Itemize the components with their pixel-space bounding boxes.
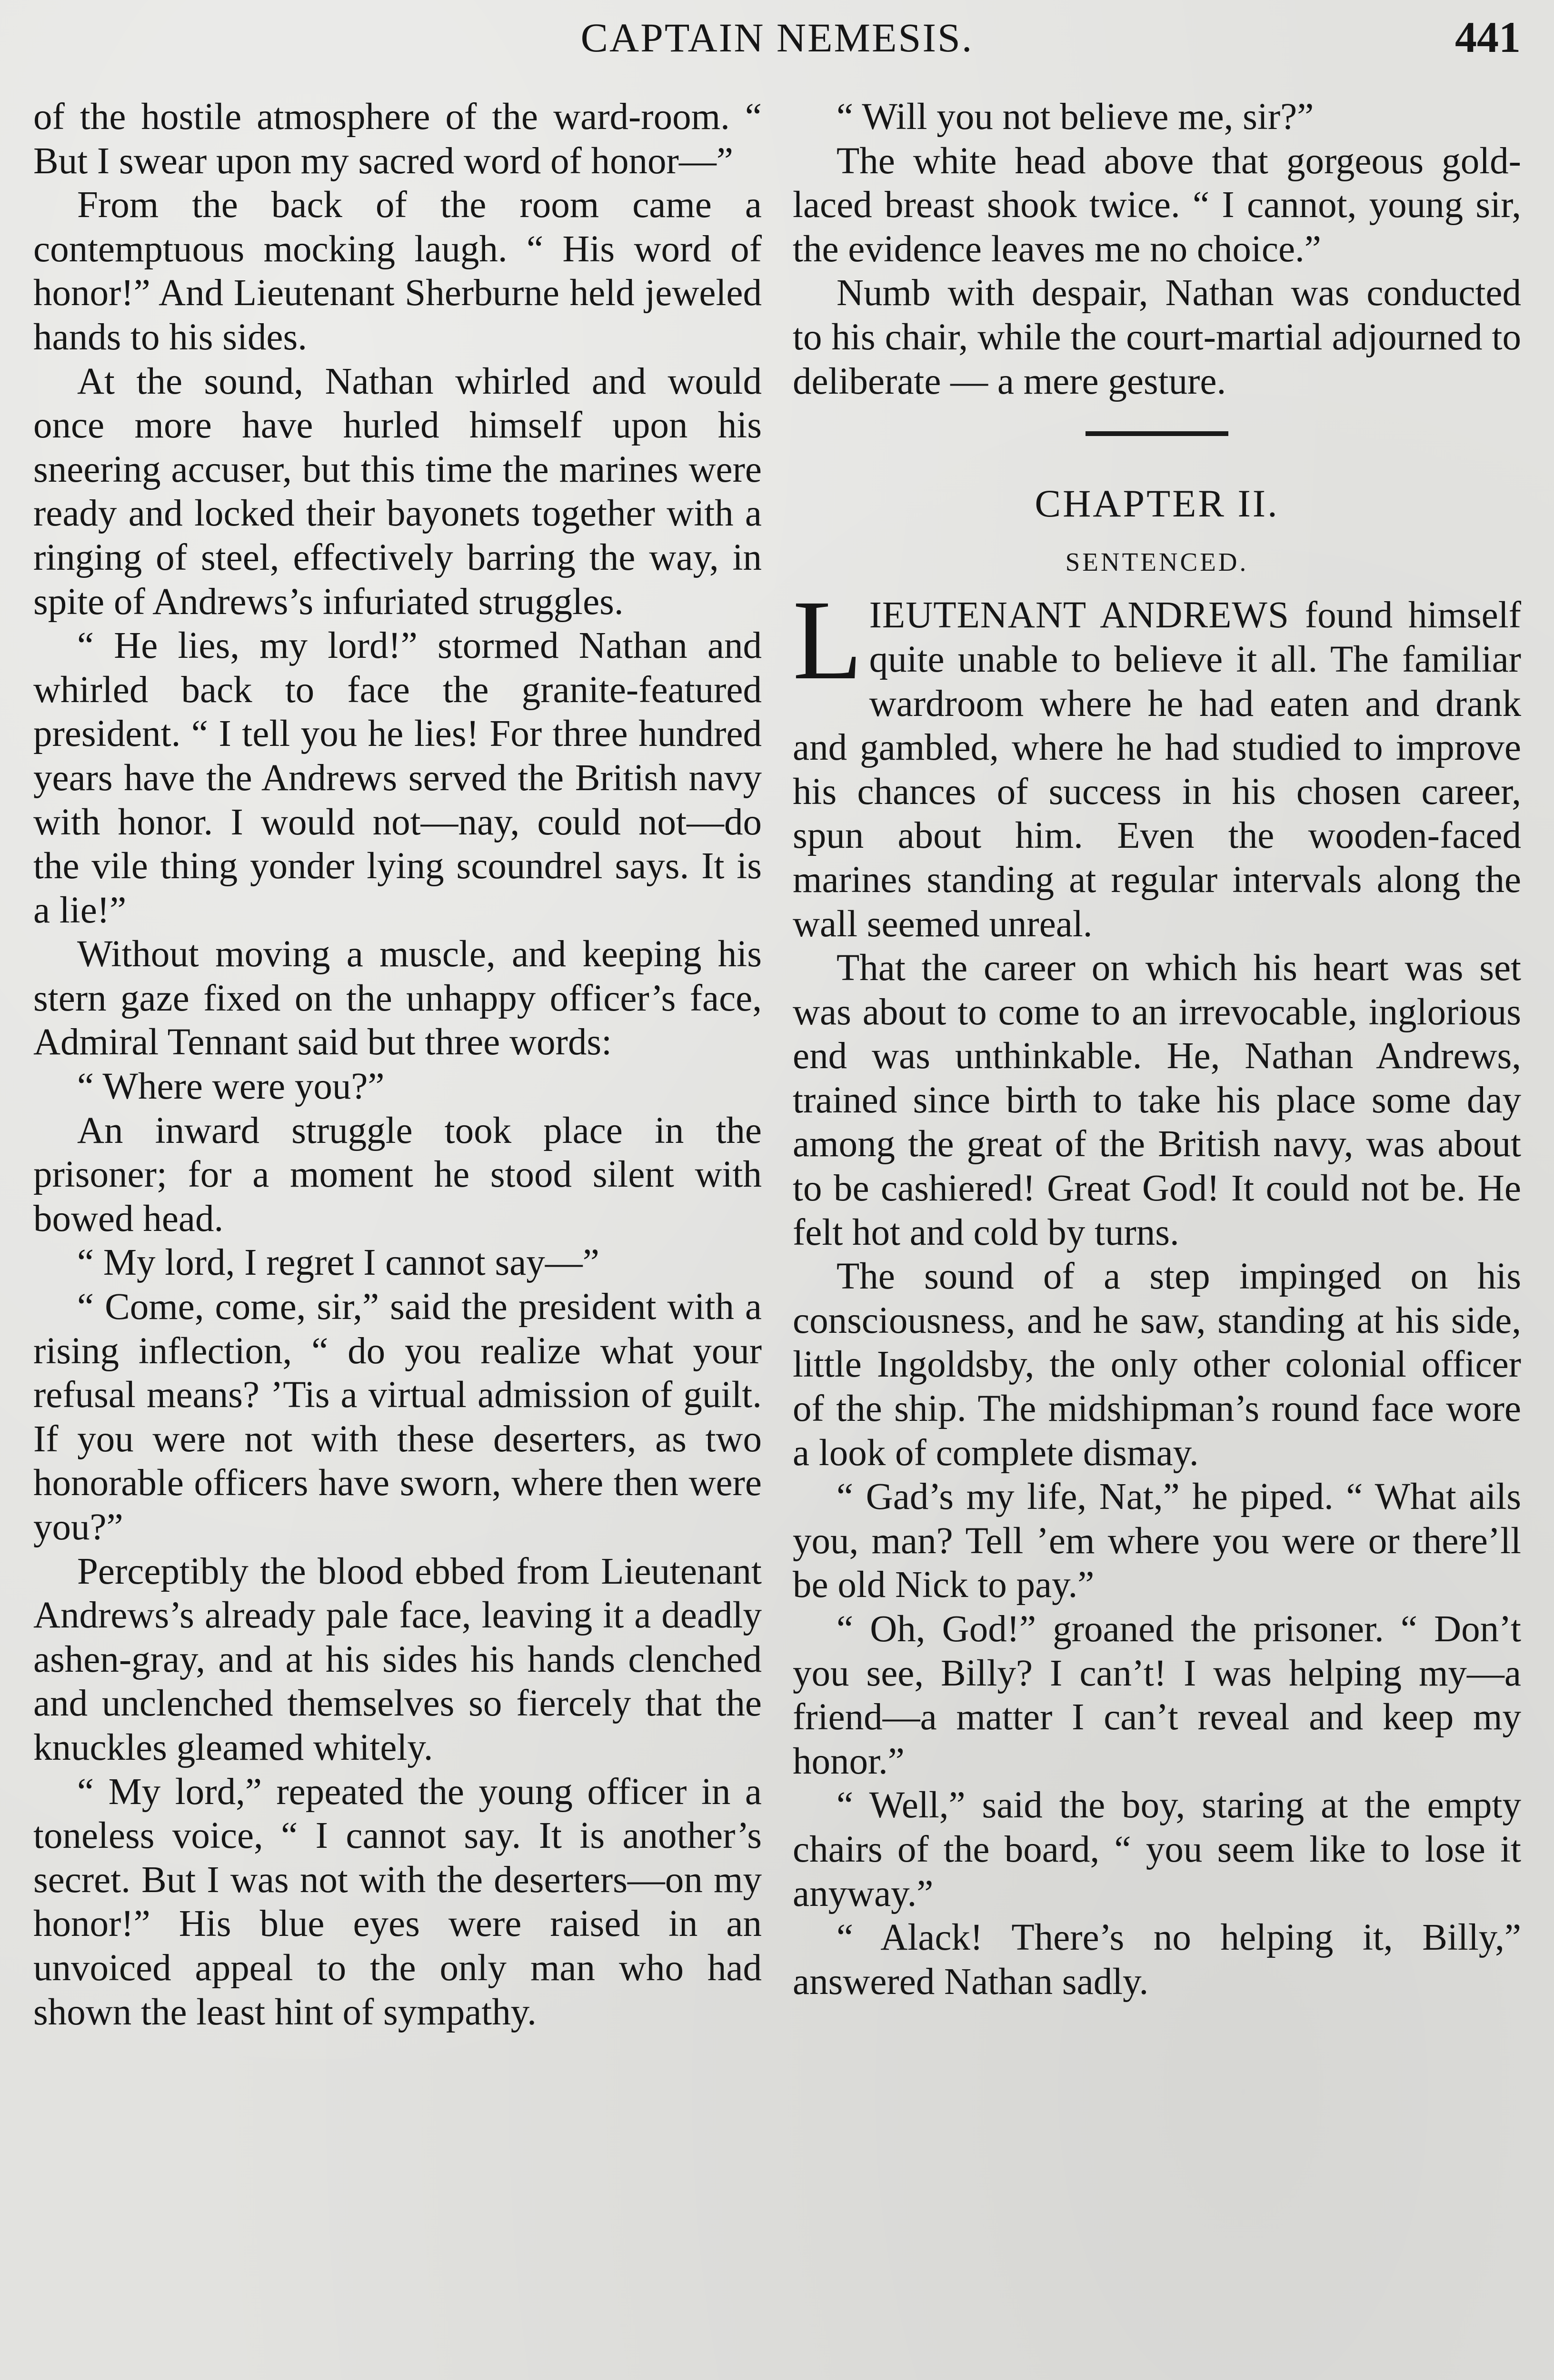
page-number: 441 xyxy=(1455,13,1521,61)
paragraph: “ He lies, my lord!” stormed Nathan and whirled back to face the granite-featured president. “ I tell you he lies! For three hundred years have the Andrews served the British navy with honor. I would not—nay, could not—do the vile thing yonder lying scoundrel says. It is a lie!” xyxy=(33,625,762,931)
running-title: CAPTAIN NEMESIS. xyxy=(580,15,974,60)
right-column xyxy=(793,95,1521,2004)
paragraph: The white head above that gorgeous gold-laced breast shook twice. “ I cannot, young sir, the evidence leaves me no choice.” xyxy=(793,140,1521,270)
paragraph: Perceptibly the blood ebbed from Lieutenant Andrews’s already pale face, leaving it a deadly ashen-gray, and at his sides his hands clenched and unclenched themselves so fiercely that the knuckles gleamed whitely. xyxy=(33,1550,762,1768)
section-divider-rule xyxy=(1086,431,1228,436)
paragraph: “ Alack! There’s no helping it, Billy,” answered Nathan sadly. xyxy=(793,1917,1521,2003)
page-header xyxy=(33,9,1521,66)
paragraph: Numb with despair, Nathan was conducted to his chair, while the court-martial adjourned to deliberate — a mere gesture. xyxy=(793,272,1521,402)
paragraph: Without moving a muscle, and keeping his stern gaze fixed on the unhappy officer’s face, Admiral Tennant said but three words: xyxy=(33,933,762,1063)
paragraph: “ Where were you?” xyxy=(77,1066,385,1108)
chapter-opening-paragraph xyxy=(793,576,1521,946)
paragraph: The sound of a step impinged on his consciousness, and he saw, standing at his side, little Ingoldsby, the only other colonial officer of the ship. The midshipman’s round face wore a look of complete dismay. xyxy=(793,1256,1521,1474)
chapter-title: CHAPTER II. xyxy=(1035,482,1279,526)
paragraph: “ My lord, I regret I cannot say—” xyxy=(77,1242,599,1284)
paragraph: “ Come, come, sir,” said the president with a rising inflection, “ do you realize what your refusal means? ’Tis a virtual admission of guilt. If you were not with these deserters, as two honorable officers have sworn, where then were you?” xyxy=(33,1286,762,1548)
paragraph: “ Oh, God!” groaned the prisoner. “ Don’t you see, Billy? I can’t! I was helping my—a friend—a matter I can’t reveal and keep my honor.” xyxy=(793,1608,1521,1782)
chapter-subtitle: SENTENCED. xyxy=(1065,547,1249,576)
paragraph: “ Gad’s my life, Nat,” he piped. “ What ails you, man? Tell ’em where you were or there’ll be old Nick to pay.” xyxy=(793,1476,1521,1606)
paragraph: From the back of the room came a contemptuous mocking laugh. “ His word of honor!” And Lieutenant Sherburne held jeweled hands to his sides. xyxy=(33,184,762,358)
paragraph: “ Well,” said the boy, staring at the empty chairs of the board, “ you seem like to lose it anyway.” xyxy=(793,1785,1521,1914)
opening-small-caps: IEUTENANT ANDREWS xyxy=(869,595,1289,636)
paragraph: “ Will you not believe me, sir?” xyxy=(837,96,1314,138)
paragraph: At the sound, Nathan whirled and would once more have hurled himself upon his sneering accuser, but this time the marines were ready and locked their bayonets together with a ringing of steel, effectively barring the way, in spite of Andrews’s infuriated struggles. xyxy=(33,360,762,623)
paragraph: “ My lord,” repeated the young officer in a toneless voice, “ I cannot say. It is another’s secret. But I was not with the deserters—on my honor!” His blue eyes were raised in an unvoiced appeal to the only man who had shown the least hint of sympathy. xyxy=(33,1771,762,2033)
paragraph: of the hostile atmosphere of the ward-room. “ But I swear upon my sacred word of honor—” xyxy=(33,96,762,182)
drop-cap: L xyxy=(793,576,863,704)
left-column xyxy=(33,95,762,2034)
opening-paragraph-text: found himself quite unable to believe it all. The familiar wardroom where he had eaten and drank and gambled, where he had studied to improve his chances of success in his chosen career, spun about him. Even the wooden-faced marines standing at regular intervals along the wall seemed unreal. xyxy=(793,595,1521,945)
paragraph: That the career on which his heart was set was about to come to an irrevocable, inglorious end was unthinkable. He, Nathan Andrews, trained since birth to take his place some day among the great of the British navy, was about to be cashiered! Great God! It could not be. He felt hot and cold by turns. xyxy=(793,947,1521,1253)
paragraph: An inward struggle took place in the prisoner; for a moment he stood silent with bowed head. xyxy=(33,1110,762,1240)
